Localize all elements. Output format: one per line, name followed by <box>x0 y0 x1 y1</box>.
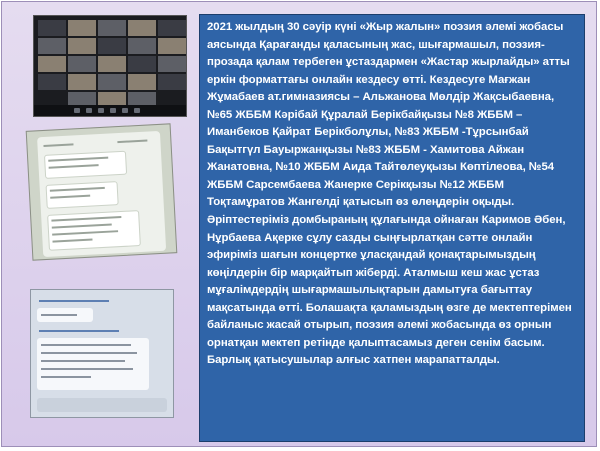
article-text-box <box>199 14 585 442</box>
chat-screen-photo <box>30 289 174 418</box>
slide-background <box>1 1 597 447</box>
call-toolbar <box>34 105 186 116</box>
article-text: 2021 жылдың 30 сәуір күні «Жыр жалын» поэзия әлемі жобасы аясында Қарағанды қаласының жас, шығармашыл, поэзия-прозада қалам тербеген ұстаздармен «Жастар жырлайды» атты еркін форматтағы онлайн кездесу өтті. Кездесуге Мағжан Жұмабаев ат.гимназиясы – Альжанова Мөлдір Жақсыбаевна, №65 ЖББМ Кәрібай Құралай Берікбайқызы №8 ЖББМ – Иманбеков Қайрат Берікболұлы, №83 ЖББМ -Тұрсынбай Бақытгүл Бауыржанқызы №83 ЖББМ - Хамитова Айжан Жанатовна, №10 ЖББМ Аида Тайтөлеуқызы Көптілеова, №54 ЖББМ Сарсембаева Жанерке Серікқызы №12 ЖББМ Тоқтамұратов Жангелді қатысып өз өлеңдерін оқыды. Әріптестеріміз домбыраның құлағында ойнаған Каримов Әбен, Нұрбаева Ақерке сұлу сазды сыңғырлатқан сәтте онлайн эфиріміз шағын концертке ұласқандай қонақтарымыздың көңілдерін бір марқайтып жіберді. Аталмыш кеш жас ұстаз мұғалімдердің шығармашылықтарын дамытуға бағыттау мақсатында өтті. Болашақта қаламыздың өзге де мектептерімен байланыс жасай отырып, поэзия әлемі жобасында өз орнын орнатқан мектеп ретінде қалыптасамыз деген сенім басым. Барлық қатысушылар алғыс хатпен марапатталды. <box>207 21 572 367</box>
phone-screen-photo <box>26 123 178 260</box>
video-call-photo <box>33 15 187 117</box>
